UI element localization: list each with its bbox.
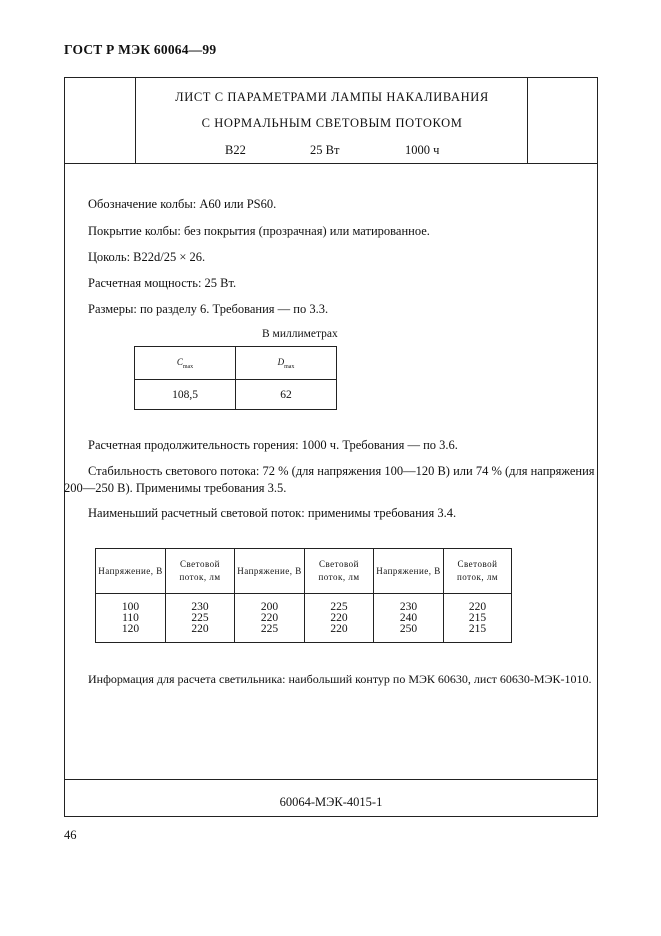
- flux-header: Напряжение, В: [235, 549, 305, 594]
- flux-header: Световой поток, лм: [166, 549, 235, 594]
- stability-paragraph: Стабильность светового потока: 72 % (для напряжения 100—120 В) или 74 % (для напряжения 200—250 В). Применимы требования 3.5.: [64, 464, 595, 495]
- sheet-title-line1: ЛИСТ С ПАРАМЕТРАМИ ЛАМПЫ НАКАЛИВАНИЯ: [175, 90, 489, 104]
- document-header: ГОСТ Р МЭК 60064—99: [64, 42, 217, 57]
- dimensions-table: [134, 346, 337, 410]
- flux-column: 100 110 120: [96, 594, 166, 643]
- cap-designation: B22: [225, 143, 246, 157]
- power-paragraph: Расчетная мощность: 25 Вт.: [88, 276, 237, 290]
- coating-paragraph: Покрытие колбы: без покрытия (прозрачная) или матированное.: [88, 224, 430, 238]
- title-block-divider: [64, 163, 598, 164]
- unit-note: В миллиметрах: [262, 328, 338, 340]
- bulb-paragraph: Обозначение колбы: A60 или PS60.: [88, 197, 277, 211]
- dim-header-cmax: $C_{max}$: [135, 347, 236, 380]
- flux-column: 230 225 220: [166, 594, 235, 643]
- flux-column: 230 240 250: [374, 594, 444, 643]
- sheet-title-line2: С НОРМАЛЬНЫМ СВЕТОВЫМ ПОТОКОМ: [201, 116, 463, 130]
- flux-column: 220 215 215: [444, 594, 512, 643]
- dimensions-paragraph: Размеры: по разделу 6. Требования — по 3.3.: [88, 302, 329, 316]
- dim-value-dmax: 62: [236, 380, 337, 410]
- footer-divider: [64, 779, 598, 780]
- flux-table: [95, 548, 512, 643]
- page-number: 46: [64, 828, 77, 842]
- luminaire-paragraph: Информация для расчета светильника: наибольший контур по МЭК 60630, лист 60630-МЭК-1010.: [88, 672, 592, 686]
- sheet-number: 60064-МЭК-4015-1: [279, 795, 383, 809]
- dim-value-cmax: 108,5: [135, 380, 236, 410]
- base-paragraph: Цоколь: B22d/25 × 26.: [88, 250, 206, 264]
- life-paragraph: Расчетная продолжительность горения: 1000 ч. Требования — по 3.6.: [88, 438, 458, 452]
- min-flux-paragraph: Наименьший расчетный световой поток: применимы требования 3.4.: [88, 506, 457, 520]
- flux-header: Световой поток, лм: [444, 549, 512, 594]
- flux-column: 200 220 225: [235, 594, 305, 643]
- flux-header: Напряжение, В: [374, 549, 444, 594]
- rated-life: 1000 ч: [405, 143, 440, 157]
- dim-header-dmax: $D_{max}$: [236, 347, 337, 380]
- flux-header: Напряжение, В: [96, 549, 166, 594]
- flux-header: Световой поток, лм: [305, 549, 374, 594]
- rated-power: 25 Вт: [310, 143, 340, 157]
- flux-column: 225 220 220: [305, 594, 374, 643]
